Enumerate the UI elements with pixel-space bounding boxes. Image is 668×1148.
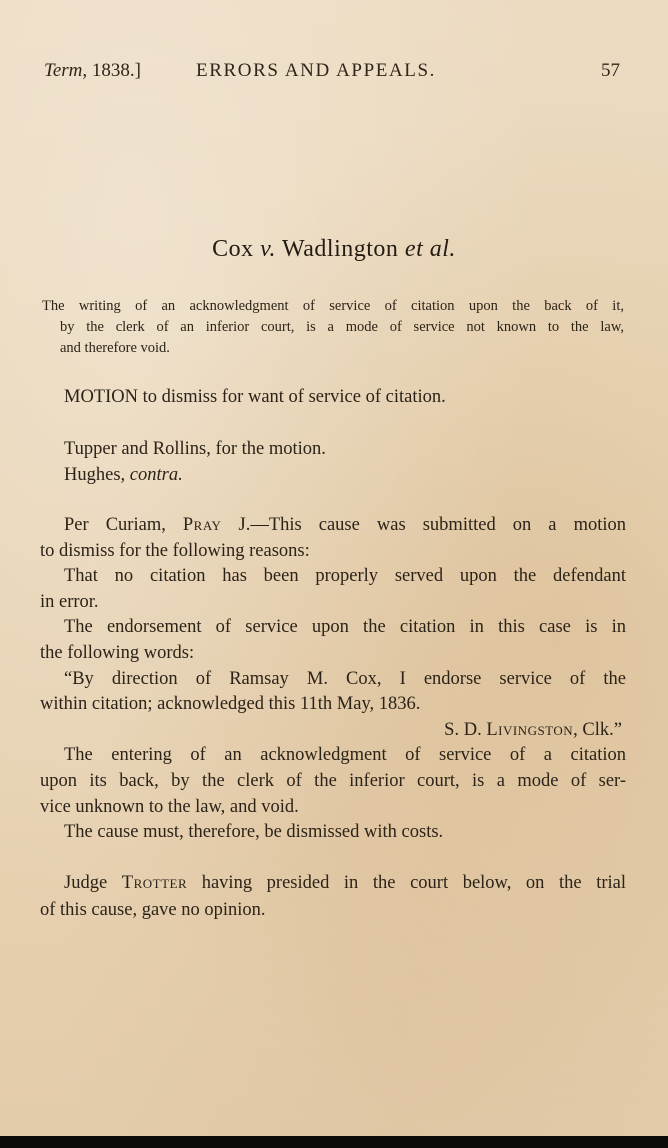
motion-paragraph xyxy=(40,384,626,410)
opinion-line: to dismiss for the following reasons: xyxy=(40,540,310,561)
note-line xyxy=(40,870,626,897)
opinion-line: The cause must, therefore, be dismissed with costs. xyxy=(64,822,444,843)
case-title xyxy=(0,236,668,263)
opinion-line: That no citation has been properly served upon the defendant xyxy=(64,566,626,587)
opinion-line: in error. xyxy=(40,591,99,612)
opinion-line: upon its back, by the clerk of the inferior court, is a mode of ser- xyxy=(40,770,626,791)
running-head xyxy=(44,60,624,88)
running-head-term xyxy=(44,60,141,82)
note-judge-name: Trotter xyxy=(121,873,188,893)
quoted-endorsement-line: “By direction of Ramsay M. Cox, I endorse service of the xyxy=(64,668,626,689)
opinion-block xyxy=(40,513,626,846)
headnote-line: by the clerk of an inferior court, is a mode of service not known to the law, xyxy=(60,319,624,335)
opinion-line xyxy=(40,513,626,539)
motion-line: MOTION to dismiss for want of service of citation. xyxy=(64,387,446,407)
endorsement-signature xyxy=(40,718,626,744)
opinion-line: The entering of an acknowledgment of service of a citation xyxy=(64,745,626,766)
quoted-endorsement-line: within citation; acknowledged this 11th May, 1836. xyxy=(40,694,421,715)
headnote-line: and therefore void. xyxy=(60,340,170,356)
opinion-line: The endorsement of service upon the citation in this case is in xyxy=(64,617,626,638)
signature-name: Livingston xyxy=(486,719,574,740)
case-party-plaintiff: Cox xyxy=(212,236,261,262)
counsel-for-motion: Tupper and Rollins, for the motion. xyxy=(64,439,326,459)
running-head-title: ERRORS AND APPEALS. xyxy=(196,60,436,81)
counsel-block xyxy=(40,436,626,488)
note-paragraph xyxy=(40,870,626,924)
note-text: having presided in the court below, on the trial xyxy=(187,873,626,893)
counsel-contra-name: Hughes, xyxy=(64,465,130,485)
headnote xyxy=(42,296,624,359)
case-versus: v. xyxy=(260,236,276,262)
note-prefix: Judge xyxy=(64,873,122,893)
opinion-line: vice unknown to the law, and void. xyxy=(40,796,299,817)
scan-edge xyxy=(0,1136,668,1148)
case-et-al: et al. xyxy=(404,236,456,262)
note-line: of this cause, gave no opinion. xyxy=(40,900,266,920)
opinion-line: the following words: xyxy=(40,642,195,663)
opinion-text: J.—This cause was submitted on a motion xyxy=(221,515,626,535)
per-curiam-label: Per Curiam, xyxy=(64,515,183,535)
case-party-defendant: Wadlington xyxy=(275,236,405,262)
headnote-line: The writing of an acknowledgment of service of citation upon the back of it, xyxy=(42,298,624,314)
counsel-contra xyxy=(40,462,626,488)
page-number: 57 xyxy=(601,60,620,81)
judge-name: Pray xyxy=(182,515,222,535)
term-label: Term, xyxy=(44,60,88,81)
counsel-contra-word: contra. xyxy=(129,465,183,485)
term-year: 1838.] xyxy=(87,60,141,81)
signature-title: , Clk.” xyxy=(573,719,622,740)
signature-initials: S. D. xyxy=(444,719,487,740)
